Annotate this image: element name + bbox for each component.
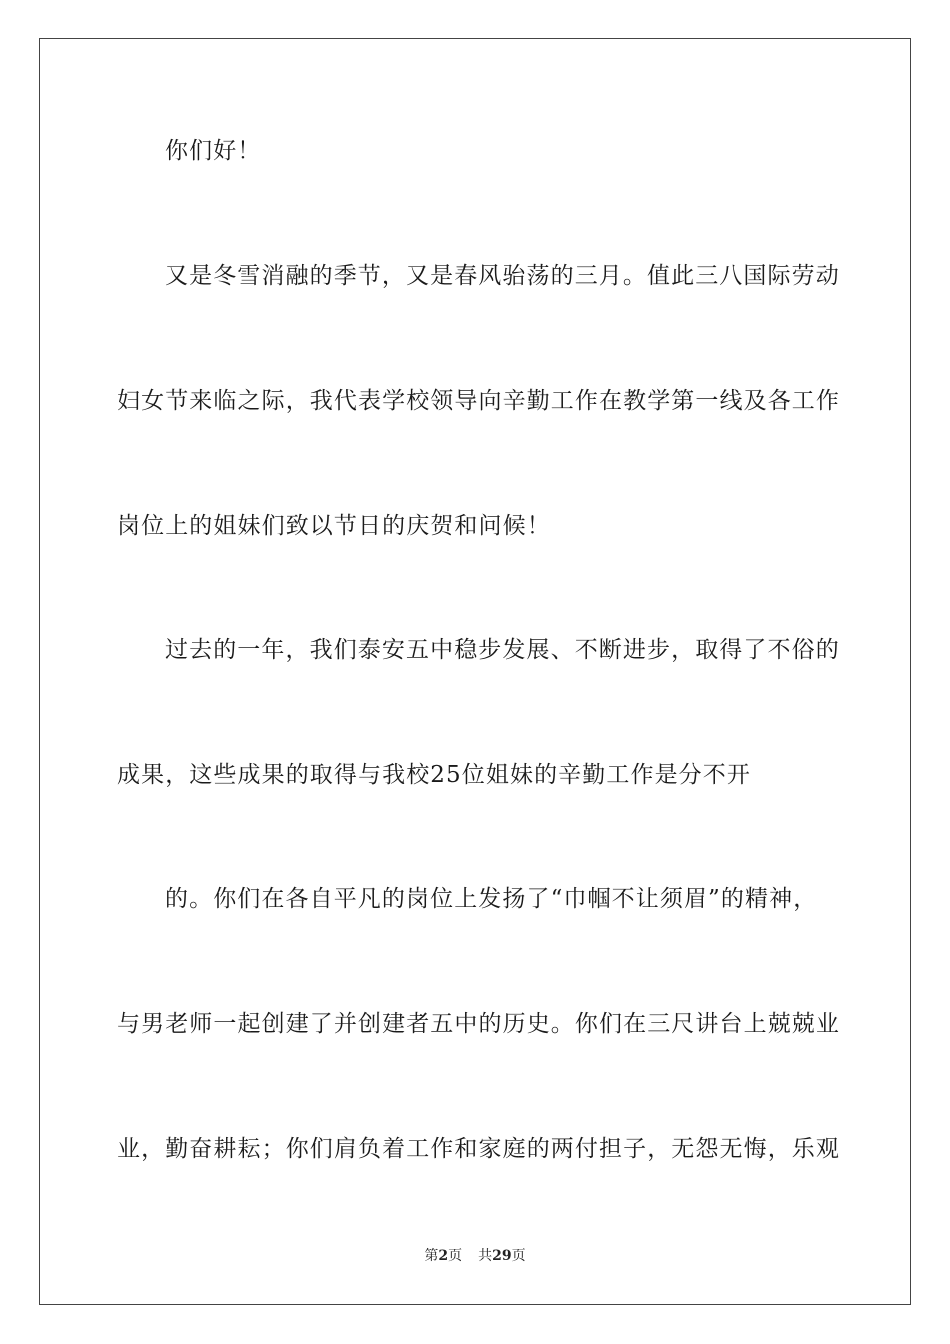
page-footer bbox=[0, 1247, 950, 1265]
paragraph-line: 又是冬雪消融的季节，又是春风骀荡的三月。值此三八国际劳动 bbox=[165, 263, 840, 289]
total-pages: 29 bbox=[492, 1248, 512, 1264]
paragraph-line: 过去的一年，我们泰安五中稳步发展、不断进步，取得了不俗的 bbox=[165, 637, 840, 663]
page-label-suffix: 页 bbox=[448, 1248, 463, 1264]
paragraph-line: 的。你们在各自平凡的岗位上发扬了“巾帼不让须眉”的精神， bbox=[165, 886, 818, 912]
page-number: 2 bbox=[438, 1248, 449, 1264]
paragraph-line: 岗位上的姐妹们致以节日的庆贺和问候！ bbox=[117, 513, 551, 539]
paragraph-line: 业，勤奋耕耘；你们肩负着工作和家庭的两付担子，无怨无悔，乐观 bbox=[117, 1136, 840, 1162]
paragraph-line: 与男老师一起创建了并创建者五中的历史。你们在三尺讲台上兢兢业 bbox=[117, 1011, 840, 1037]
total-label-suffix: 页 bbox=[511, 1248, 526, 1264]
total-label-prefix: 共 bbox=[478, 1248, 493, 1264]
paragraph-line: 妇女节来临之际，我代表学校领导向辛勤工作在教学第一线及各工作 bbox=[117, 388, 840, 414]
greeting-line: 你们好！ bbox=[165, 138, 262, 164]
page-border bbox=[39, 38, 911, 1305]
page-label-prefix: 第 bbox=[424, 1248, 439, 1264]
paragraph-line: 成果，这些成果的取得与我校25位姐妹的辛勤工作是分不开 bbox=[117, 762, 751, 788]
